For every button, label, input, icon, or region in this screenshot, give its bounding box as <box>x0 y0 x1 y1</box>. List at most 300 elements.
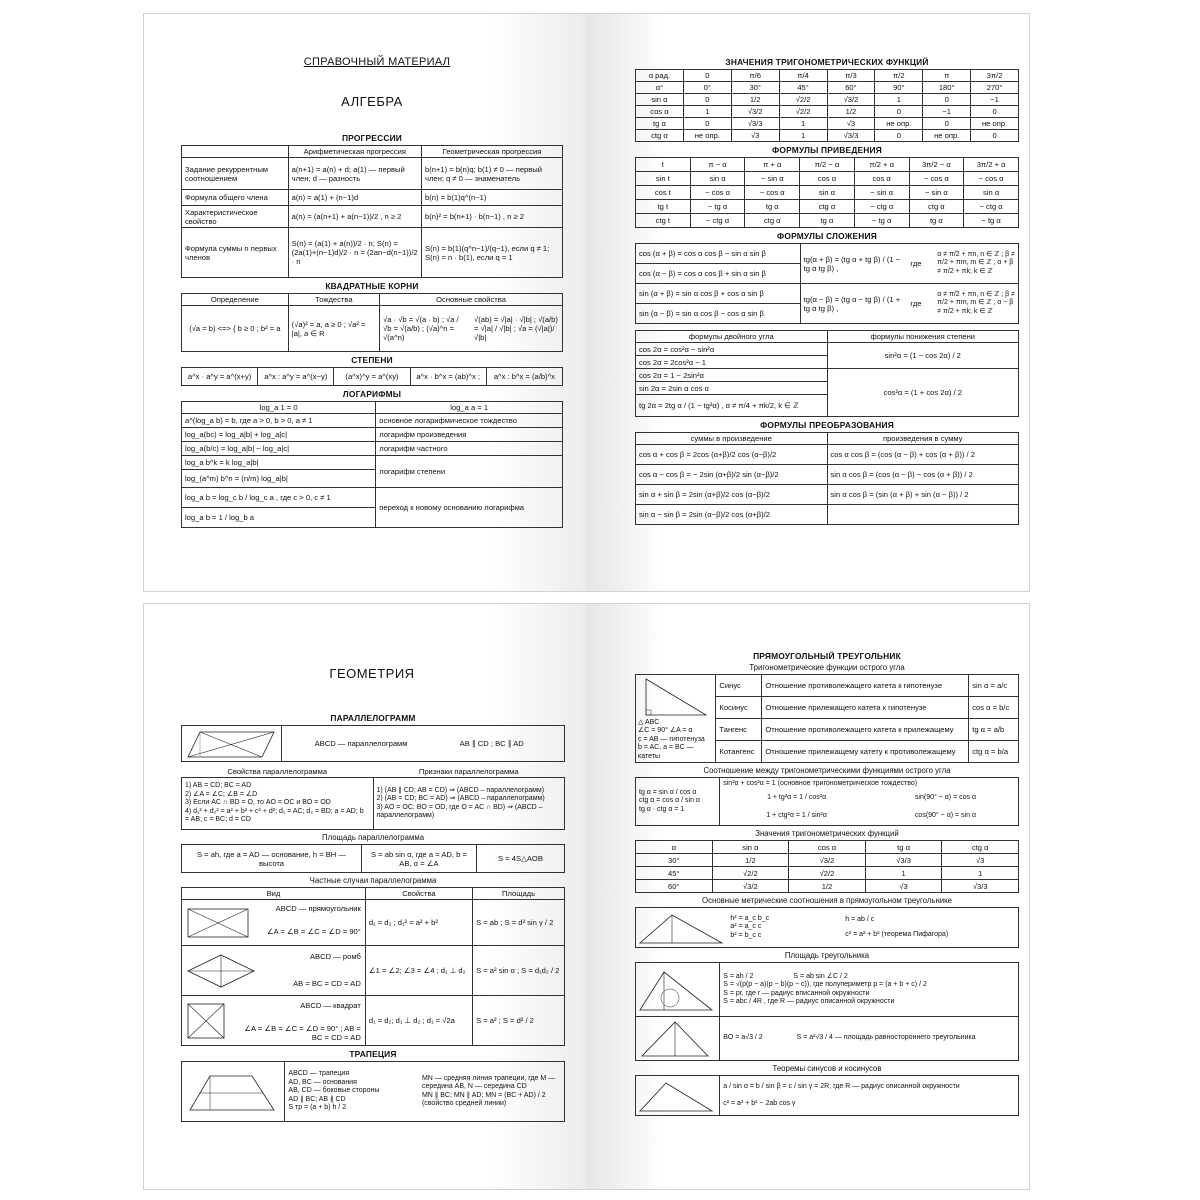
table-cell: tg 2α = 2tg α / (1 − tg²α) , α ≠ π/4 + πk/2, k ∈ ℤ <box>636 395 828 417</box>
table-cell: не опр. <box>923 130 971 142</box>
metric-triangle-diagram <box>636 909 726 947</box>
table-row <box>182 1062 565 1122</box>
table-cell: 0 <box>683 118 731 130</box>
triangle-page <box>587 604 1029 1189</box>
area-formula-2: S = ab sin ∠C / 2 <box>793 972 848 980</box>
table-cell: Свойства параллелограмма <box>227 767 328 776</box>
table-cell: α ≠ π/2 + πn, n ∈ ℤ ; β ≠ π/2 + πm, m ∈ ℤ ; α − β ≠ π/2 + πk; k ∈ ℤ <box>934 284 1018 324</box>
table-row <box>636 880 1019 893</box>
table-cell: a^x · b^x = (ab)^x ; <box>410 368 486 386</box>
table-row <box>182 456 563 470</box>
table-cell: sin²α + cos²α = 1 (основное тригонометрическое тождество) <box>720 778 1019 790</box>
table-cell <box>727 908 842 948</box>
table-row <box>636 675 1019 697</box>
table-cell: 180° <box>923 82 971 94</box>
table-cell: 1 <box>779 130 827 142</box>
table-row <box>182 306 563 352</box>
table-cell: log_a b^k = k log_a|b| <box>182 456 376 470</box>
table-row <box>636 908 1019 948</box>
table-cell: tg α <box>909 214 964 228</box>
table-cell: √3/2 <box>731 106 779 118</box>
table-cell: ctg α <box>636 130 684 142</box>
sines-header: Теоремы синусов и косинусов <box>772 1064 882 1073</box>
table-cell: формулы понижения степени <box>827 331 1019 343</box>
table-cell: α рад. <box>636 70 684 82</box>
table-row <box>182 206 563 228</box>
table-cell: √3 <box>731 130 779 142</box>
table-cell: 1 + ctg²α = 1 / sin²α <box>720 808 873 826</box>
table-cell: − cos α <box>964 172 1019 186</box>
table-cell: 60° <box>636 880 713 893</box>
acute-values-table <box>635 840 1019 893</box>
table-cell: ctg α <box>745 214 800 228</box>
metric-h: h² = a_c b_c <box>730 914 770 922</box>
table-cell: a(n) = a(1) + (n−1)d <box>288 190 421 206</box>
table-cell: 0 <box>971 130 1019 142</box>
table-cell <box>827 505 1019 525</box>
reduction-title: ФОРМУЛЫ ПРИВЕДЕНИЯ <box>772 145 882 155</box>
table-row <box>182 158 563 190</box>
table-cell: не опр. <box>971 118 1019 130</box>
table-cell: S(n) = b(1)(q^n−1)/(q−1), если q ≠ 1; S(n) = n · b(1), если q = 1 <box>422 228 563 278</box>
rectangle-diagram <box>184 903 254 943</box>
table-cell: cos (α − β) = cos α cos β + sin α sin β <box>636 264 801 284</box>
table-cell: cos α <box>636 106 684 118</box>
table-row <box>182 778 565 830</box>
table-cell: 45° <box>636 867 713 880</box>
table-cell: 1) AB = CD; BC = AD 2) ∠A = ∠C; ∠B = ∠D 3) Если AC ∩ BD = O, то AO = OC и BO = OD 4) d₁² + d₂² = a² + b² + c² + d²; d₁ = AC; d₂ = BD; a = AD; b = AB; c = BC; d = CD <box>182 778 374 830</box>
transform-table <box>635 432 1019 525</box>
table-cell: sin²α = (1 − cos 2α) / 2 <box>827 343 1019 369</box>
metric-table <box>635 907 1019 948</box>
table-cell: Свойства <box>365 888 472 900</box>
table-cell: S(n) = (a(1) + a(n))/2 · n; S(n) = (2a(1)+(n−1)d)/2 · n = (2an−d(n−1))/2 · n <box>288 228 421 278</box>
table-cell: √a · √b = √(a · b) ; √a / √b = √(a/b) ; (√a)^n = √(a^n) <box>380 306 471 352</box>
table-cell: cos α + cos β = 2cos (α+β)/2 cos (α−β)/2 <box>636 445 828 465</box>
table-cell: 0 <box>923 118 971 130</box>
table-cell: 0 <box>875 130 923 142</box>
table-cell: log_a b = log_c b / log_c a , где c > 0, c ≠ 1 <box>182 488 376 508</box>
table-cell: √2/2 <box>789 867 866 880</box>
table-cell: π/3 <box>827 70 875 82</box>
table-row <box>182 228 563 278</box>
table-cell: cos α = b/c <box>969 697 1019 719</box>
table-cell: √(ab) = √|a| · √|b| ; √(a/b) = √|a| / √|b| ; √a = (√|a|)/√|b| <box>471 306 562 352</box>
double-angle-table <box>635 330 1019 417</box>
algebra-page <box>144 14 586 591</box>
triangle-title: ПРЯМОУГОЛЬНЫЙ ТРЕУГОЛЬНИК <box>753 651 901 661</box>
relation-table <box>635 777 1019 826</box>
reduction-table <box>635 157 1019 228</box>
area-formula-1: S = ah / 2 S = ab sin ∠C / 2 <box>723 972 848 980</box>
powers-table <box>181 367 563 386</box>
table-row <box>636 82 1019 94</box>
table-cell: tg α = sin α / cos α ctg α = cos α / sin α tg α · ctg α = 1 <box>636 778 720 826</box>
table-row <box>636 158 1019 172</box>
table-cell: cos 2α = 2cos²α − 1 <box>636 356 828 369</box>
acute-header: Тригонометрические функции острого угла <box>749 663 905 672</box>
table-cell: a(n+1) = a(n) + d; a(1) — первый член; d — разность <box>288 158 421 190</box>
table-cell <box>281 726 564 762</box>
table-cell: sin(90° − α) = cos α <box>873 790 1019 808</box>
table-cell: суммы в произведение <box>636 433 828 445</box>
table-cell: √3/3 <box>827 130 875 142</box>
table-row <box>636 244 1019 264</box>
table-cell: √3 <box>942 854 1019 867</box>
metric-b: b² = b_c c <box>730 931 762 939</box>
logs-table <box>181 401 563 528</box>
table-row <box>636 465 1019 485</box>
table-cell: произведения в сумму <box>827 433 1019 445</box>
table-cell: Отношение противолежащего катета к гипотенузе <box>762 675 969 697</box>
table-cell: sin α cos β = (cos (α − β) − cos (α + β)) / 2 <box>827 465 1019 485</box>
metric-a: a² = a_c c <box>730 923 762 931</box>
table-cell: π/4 <box>779 70 827 82</box>
sines-theorem: a / sin α = b / sin β = c / sin γ = 2R, где R — радиус описанной окружности <box>723 1083 960 1091</box>
table-cell: S = 4S△AOB <box>476 845 564 873</box>
special-cases-table <box>181 887 565 1046</box>
table-cell: 0 <box>923 94 971 106</box>
bottom-spread <box>143 603 1030 1190</box>
table-cell: √3 <box>865 880 942 893</box>
rhombus-diagram <box>184 951 258 991</box>
table-cell: log_a a = 1 <box>376 402 563 414</box>
table-cell: не опр. <box>683 130 731 142</box>
table-cell: − ctg α <box>690 214 745 228</box>
rhomb-name: ABCD — ромб <box>309 951 361 961</box>
table-cell: формулы двойного угла <box>636 331 828 343</box>
progressions-table <box>181 145 563 278</box>
acute-funcs-table <box>635 674 1019 763</box>
table-cell <box>720 1076 1019 1116</box>
table-cell: Задание рекуррентным соотношением <box>182 158 289 190</box>
table-cell: S = a² ; S = d² / 2 <box>473 996 565 1046</box>
table-row <box>182 294 563 306</box>
table-row <box>636 186 1019 200</box>
table-cell: √3/2 <box>789 854 866 867</box>
table-cell: 1/2 <box>731 94 779 106</box>
table-cell: √2/2 <box>779 106 827 118</box>
table-cell: − ctg α <box>854 200 909 214</box>
table-cell: Косинус <box>716 697 762 719</box>
trig-values-title: ЗНАЧЕНИЯ ТРИГОНОМЕТРИЧЕСКИХ ФУНКЦИЙ <box>725 57 929 67</box>
table-row <box>636 778 1019 790</box>
parallelogram-area-table <box>181 844 565 873</box>
table-cell: Котангенс <box>716 741 762 763</box>
geometry-title: ГЕОМЕТРИЯ <box>329 666 415 681</box>
table-cell: tg α <box>745 200 800 214</box>
table-cell: log_a(bc) = log_a|b| + log_a|c| <box>182 428 376 442</box>
cosines-theorem: c² = a² + b² − 2ab cos γ <box>723 1099 796 1107</box>
trig-values-table <box>635 69 1019 142</box>
sines-triangle-diagram <box>636 1077 716 1115</box>
table-cell: Признаки параллелограмма <box>418 767 519 776</box>
table-cell: 90° <box>875 82 923 94</box>
table-cell: cos(90° − α) = sin α <box>873 808 1019 826</box>
table-cell: a^x : a^y = a^(x−y) <box>258 368 334 386</box>
table-row <box>636 854 1019 867</box>
table-cell <box>182 900 366 946</box>
equilateral-triangle-diagram <box>636 1018 716 1060</box>
table-cell: 1 <box>683 106 731 118</box>
table-cell: (a^x)^y = a^(xy) <box>334 368 410 386</box>
table-cell: √3/3 <box>865 854 942 867</box>
table-cell <box>720 1017 1019 1061</box>
table-cell: sin (α − β) = sin α cos β − cos α sin β <box>636 304 801 324</box>
trapezoid-title: ТРАПЕЦИЯ <box>349 1049 397 1059</box>
table-cell <box>720 963 1019 1017</box>
table-cell: 30° <box>636 854 713 867</box>
table-row <box>636 485 1019 505</box>
table-row <box>636 505 1019 525</box>
table-cell: − cos α <box>745 186 800 200</box>
table-cell: sin α = a/c <box>969 675 1019 697</box>
table-cell <box>636 1076 720 1116</box>
table-row <box>636 331 1019 343</box>
parallelogram-figure <box>182 726 282 762</box>
table-cell: π <box>923 70 971 82</box>
square-props: ∠A = ∠B = ∠C = ∠D = 90° ; AB = BC = CD = AD <box>244 1023 361 1042</box>
table-cell: 1/2 <box>712 854 789 867</box>
addition-title: ФОРМУЛЫ СЛОЖЕНИЯ <box>777 231 877 241</box>
table-cell: Тождества <box>288 294 379 306</box>
table-cell: √3/3 <box>942 880 1019 893</box>
table-cell: переход к новому основанию логарифма <box>376 488 563 528</box>
table-cell: логарифм частного <box>376 442 563 456</box>
logs-title: ЛОГАРИФМЫ <box>342 389 402 399</box>
table-cell: 60° <box>827 82 875 94</box>
addition-table <box>635 243 1019 324</box>
table-cell: a^x : b^x = (a/b)^x <box>486 368 562 386</box>
table-cell: 0 <box>971 106 1019 118</box>
roots-table <box>181 293 563 352</box>
table-row <box>636 963 1019 1017</box>
table-cell: d₁ = d₂; d₁ ⊥ d₂ ; d₁ = √2a <box>365 996 472 1046</box>
table-cell <box>636 963 720 1017</box>
table-row <box>182 946 565 996</box>
table-row <box>636 445 1019 465</box>
table-cell: 0° <box>683 82 731 94</box>
table-cell: (√a = b) <=> { b ≥ 0 ; b² = a <box>182 306 289 352</box>
table-cell: log_a(b/c) = log_a|b| − log_a|c| <box>182 442 376 456</box>
table-cell: π + α <box>745 158 800 172</box>
table-cell: tg α <box>800 214 855 228</box>
table-cell: α ≠ π/2 + πn, n ∈ ℤ ; β ≠ π/2 + πm, m ∈ ℤ ; α + β ≠ π/2 + πk; k ∈ ℤ <box>934 244 1018 284</box>
table-cell: cos α cos β = (cos (α − β) + cos (α + β)) / 2 <box>827 445 1019 465</box>
rhomb-sides: AB = BC = CD = AD <box>293 978 361 988</box>
triangle-given: △ ABC ∠C = 90° ∠A = α c = AB — гипотенуза b = AC, a = BC — катеты <box>638 719 705 760</box>
table-row <box>182 190 563 206</box>
table-cell: Отношение противолежащего катета к прилежащему <box>762 719 969 741</box>
table-cell: cos α <box>789 841 866 854</box>
table-cell: − sin α <box>745 172 800 186</box>
table-cell: cos α <box>800 172 855 186</box>
table-row <box>182 414 563 428</box>
table-cell <box>636 908 728 948</box>
table-cell: log_a 1 = 0 <box>182 402 376 414</box>
special-cases-header: Частные случаи параллелограмма <box>309 876 437 885</box>
area-triangle-diagram <box>636 964 716 1016</box>
table-cell: 3π/2 <box>971 70 1019 82</box>
table-row <box>182 428 563 442</box>
table-cell: основное логарифмическое тождество <box>376 414 563 428</box>
table-row <box>636 172 1019 186</box>
table-cell: cos 2α = cos²α − sin²α <box>636 343 828 356</box>
table-cell: sin α + sin β = 2sin (α+β)/2 cos (α−β)/2 <box>636 485 828 505</box>
table-cell: не опр. <box>875 118 923 130</box>
table-cell: cos (α + β) = cos α cos β − sin α sin β <box>636 244 801 264</box>
area-header: Площадь треугольника <box>784 951 870 960</box>
parallelogram-definition: ABCD — параллелограмм <box>314 739 408 748</box>
table-row <box>182 146 563 158</box>
table-cell: √2/2 <box>779 94 827 106</box>
transform-title: ФОРМУЛЫ ПРЕОБРАЗОВАНИЯ <box>760 420 894 430</box>
values-header: Значения тригонометрических функций <box>755 829 899 838</box>
equilateral-height: BO = a√3 / 2 <box>723 1034 763 1042</box>
table-cell: Отношение прилежащему катету к противолежащему <box>762 741 969 763</box>
table-cell: ctg α = b/a <box>969 741 1019 763</box>
table-cell: √3/2 <box>827 94 875 106</box>
table-cell: sin α <box>712 841 789 854</box>
table-cell: tg t <box>636 200 691 214</box>
table-row <box>636 343 1019 356</box>
table-cell: 270° <box>971 82 1019 94</box>
table-cell: log_a b = 1 / log_b a <box>182 508 376 528</box>
table-cell <box>182 146 289 158</box>
trapezoid-figure <box>182 1062 285 1122</box>
parallelogram-title: ПАРАЛЛЕЛОГРАММ <box>330 713 416 723</box>
table-cell: 1/2 <box>789 880 866 893</box>
powers-title: СТЕПЕНИ <box>351 355 393 365</box>
trapezoid-diagram <box>182 1064 282 1120</box>
table-cell: sin α <box>800 186 855 200</box>
table-cell: где <box>907 244 934 284</box>
table-cell: π/2 <box>875 70 923 82</box>
equilateral-area: S = a²√3 / 4 — площадь равностороннего треугольника <box>796 1034 976 1042</box>
table-row <box>182 488 563 508</box>
table-cell: α° <box>636 82 684 94</box>
table-cell: d₁ = d₂ ; d₁² = a² + b² <box>365 900 472 946</box>
table-cell: ∠1 = ∠2; ∠3 = ∠4 ; d₁ ⊥ d₂ <box>365 946 472 996</box>
sines-table <box>635 1075 1019 1116</box>
table-cell: α <box>636 841 713 854</box>
table-row <box>636 106 1019 118</box>
table-cell: − cos α <box>909 172 964 186</box>
table-cell: √3 <box>827 118 875 130</box>
table-cell: π/2 − α <box>800 158 855 172</box>
table-row <box>636 1017 1019 1061</box>
table-cell: tg α <box>865 841 942 854</box>
table-row <box>182 888 565 900</box>
table-cell: Основные свойства <box>380 294 563 306</box>
table-cell: − cos α <box>690 186 745 200</box>
table-cell: 30° <box>731 82 779 94</box>
table-cell: Синус <box>716 675 762 697</box>
table-cell: cos 2α = 1 − 2sin²α <box>636 369 828 382</box>
right-triangle-diagram <box>636 675 714 719</box>
table-cell: sin α <box>636 94 684 106</box>
table-cell <box>182 996 366 1046</box>
table-cell: cos α − cos β = − 2sin (α+β)/2 sin (α−β)/2 <box>636 465 828 485</box>
table-cell: sin α <box>690 172 745 186</box>
table-row <box>636 841 1019 854</box>
table-cell: Арифметическая прогрессия <box>288 146 421 158</box>
table-cell: sin α cos β = (sin (α + β) + sin (α − β)) / 2 <box>827 485 1019 505</box>
table-cell: Определение <box>182 294 289 306</box>
table-cell: 45° <box>779 82 827 94</box>
table-cell: S = ah, где a = AD — основание, h = BH — высота <box>182 845 362 873</box>
table-cell <box>842 908 1018 948</box>
table-cell: − tg α <box>854 214 909 228</box>
square-diagram <box>184 1000 230 1042</box>
parallelogram-def-table <box>181 725 565 762</box>
table-row <box>636 284 1019 304</box>
table-cell: π − α <box>690 158 745 172</box>
table-cell: 1 <box>942 867 1019 880</box>
table-cell: b(n) = b(1)q^(n−1) <box>422 190 563 206</box>
table-cell: 3π/2 − α <box>909 158 964 172</box>
table-cell: t <box>636 158 691 172</box>
table-cell: Характеристическое свойство <box>182 206 289 228</box>
table-cell: sin t <box>636 172 691 186</box>
table-cell: cos α <box>854 172 909 186</box>
table-row <box>182 442 563 456</box>
table-cell <box>182 946 366 996</box>
table-cell: Вид <box>182 888 366 900</box>
table-cell: 0 <box>683 94 731 106</box>
table-cell: cos²α = (1 + cos 2α) / 2 <box>827 369 1019 417</box>
table-cell: log_(a^m) b^n = (n/m) log_a|b| <box>182 470 376 488</box>
table-cell: π/2 + α <box>854 158 909 172</box>
table-row <box>636 369 1019 382</box>
parallelogram-props-table <box>181 766 565 830</box>
table-row <box>182 900 565 946</box>
area-table <box>635 962 1019 1061</box>
table-cell: π/6 <box>731 70 779 82</box>
table-cell: − tg α <box>964 214 1019 228</box>
table-row <box>636 1076 1019 1116</box>
table-cell: − sin α <box>909 186 964 200</box>
parallelogram-parallel: AB ∥ CD ; BC ∥ AD <box>459 739 524 748</box>
table-row <box>182 402 563 414</box>
table-cell: ctg α <box>800 200 855 214</box>
top-spread <box>143 13 1030 592</box>
table-row <box>182 368 563 386</box>
table-cell: Тангенс <box>716 719 762 741</box>
table-cell: √3/3 <box>731 118 779 130</box>
table-cell: a(n) = (a(n+1) + a(n−1))/2 , n ≥ 2 <box>288 206 421 228</box>
table-row <box>636 130 1019 142</box>
metric-header: Основные метрические соотношения в прямоугольном треугольнике <box>702 896 952 905</box>
table-cell: Площадь <box>473 888 565 900</box>
table-cell: Геометрическая прогрессия <box>422 146 563 158</box>
table-cell: − tg α <box>690 200 745 214</box>
table-cell: 1 <box>865 867 942 880</box>
table-row <box>182 766 565 778</box>
geometry-page <box>144 604 586 1189</box>
area-formula-pr: S = pr, где r — радиус вписанной окружности <box>723 989 870 997</box>
table-cell: MN — средняя линия трапеции, где M — середина AB, N — середина CD MN ∥ BC; MN ∥ AD; MN = (BC + AD) / 2 (свойство средней линии) <box>419 1062 565 1122</box>
table-cell: логарифм произведения <box>376 428 563 442</box>
metric-pythagoras: c² = a² + b² (теорема Пифагора) <box>845 930 949 938</box>
table-row <box>636 94 1019 106</box>
square-name: ABCD — квадрат <box>300 1000 361 1010</box>
table-cell: 1 <box>779 118 827 130</box>
table-cell <box>636 675 716 763</box>
table-row <box>182 726 565 762</box>
table-row <box>636 200 1019 214</box>
table-cell: S = ab ; S = d² sin γ / 2 <box>473 900 565 946</box>
